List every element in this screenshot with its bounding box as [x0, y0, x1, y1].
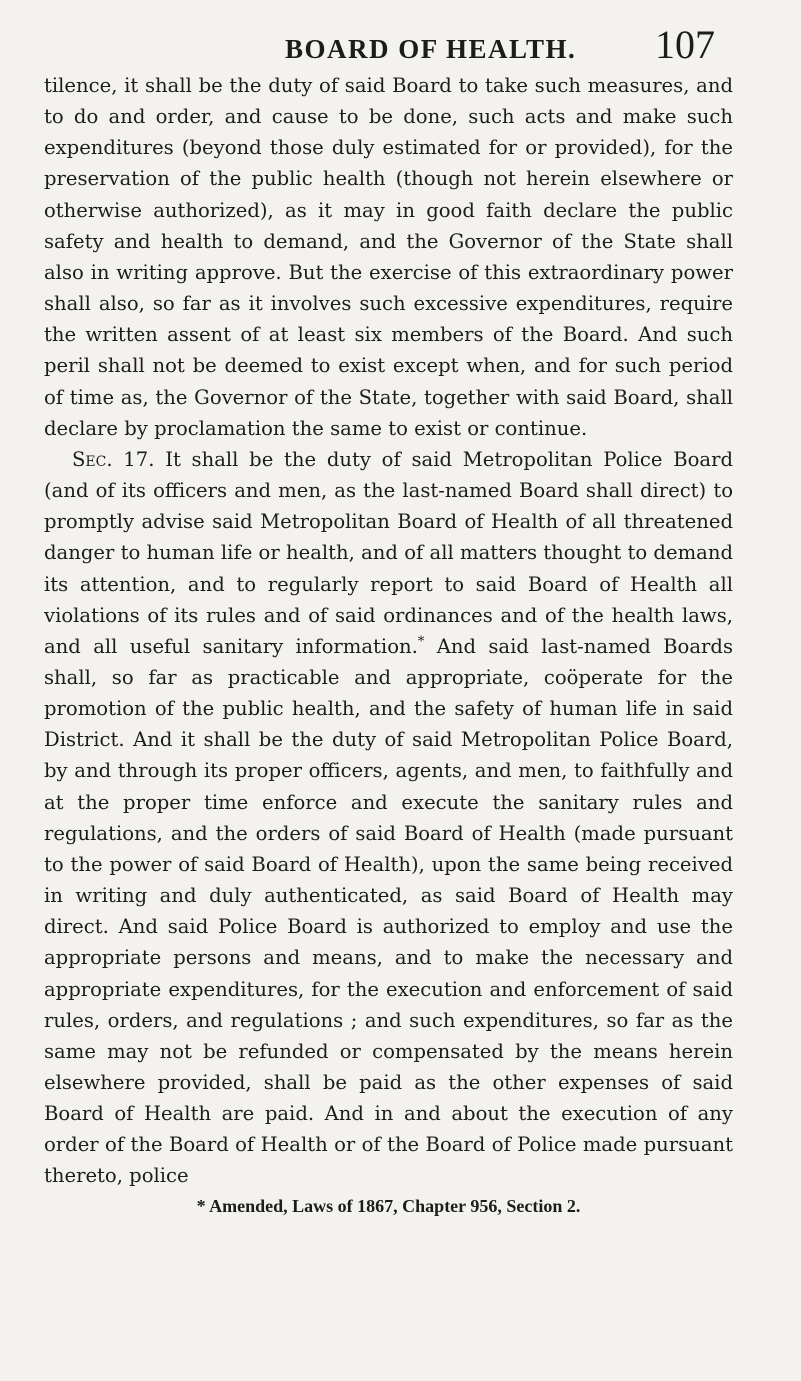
footnote-marker: *	[417, 634, 425, 650]
footnote: * Amended, Laws of 1867, Chapter 956, Section 2.	[196, 1195, 581, 1216]
paragraph-section-17	[44, 444, 733, 1192]
running-head	[44, 0, 733, 70]
section-text-part-1: It shall be the duty of said Metropolitan Police Board (and of its officers and men, as the last-named Board shall direct) to promptly advise said Metropolitan Board of Health of all threatened danger to human life or health, and of all matters thought to demand its attention, and to regularly report to said Board of Health all violations of its rules and of said ordinances and of the health laws, and all useful sanitary information.	[44, 447, 733, 658]
body-text	[44, 70, 733, 1192]
running-title: BOARD OF HEALTH.	[285, 34, 577, 64]
page-number: 107	[655, 22, 715, 67]
section-label: Sec. 17.	[72, 447, 155, 471]
section-text-part-2: And said last-named Boards shall, so far as practicable and appropriate, coöperate for the promotion of the public health, and the safety of human life in said District. And it shall be the duty of said Metropolitan Police Board, by and through its proper officers, agents, and men, to faithfully and at the proper time enforce and execute the sanitary rules and regulations, and the orders of said Board of Health (made pursuant to the power of said Board of Health), upon the same being received in writing and duly authenticated, as said Board of Health may direct. And said Police Board is authorized to employ and use the appropriate persons and means, and to make the necessary and appropriate expenditures, for the execution and enforcement of said rules, orders, and regulations ; and such expenditures, so far as the same may not be refunded or compensated by the means herein elsewhere provided, shall be paid as the other expenses of said Board of Health are paid. And in and about the execution of any order of the Board of Health or of the Board of Police made pursuant thereto, police	[44, 634, 733, 1188]
paragraph-continuation: tilence, it shall be the duty of said Board to take such measures, and to do and order, and cause to be done, such acts and make such expenditures (beyond those duly estimated for or provided), for the preservation of the public health (though not herein elsewhere or otherwise authorized), as it may in good faith declare the public safety and health to demand, and the Governor of the State shall also in writing approve. But the exercise of this extraordinary power shall also, so far as it involves such excessive expenditures, require the written assent of at least six members of the Board. And such peril shall not be deemed to exist except when, and for such period of time as, the Governor of the State, together with said Board, shall declare by proclamation the same to exist or continue.	[44, 74, 733, 440]
